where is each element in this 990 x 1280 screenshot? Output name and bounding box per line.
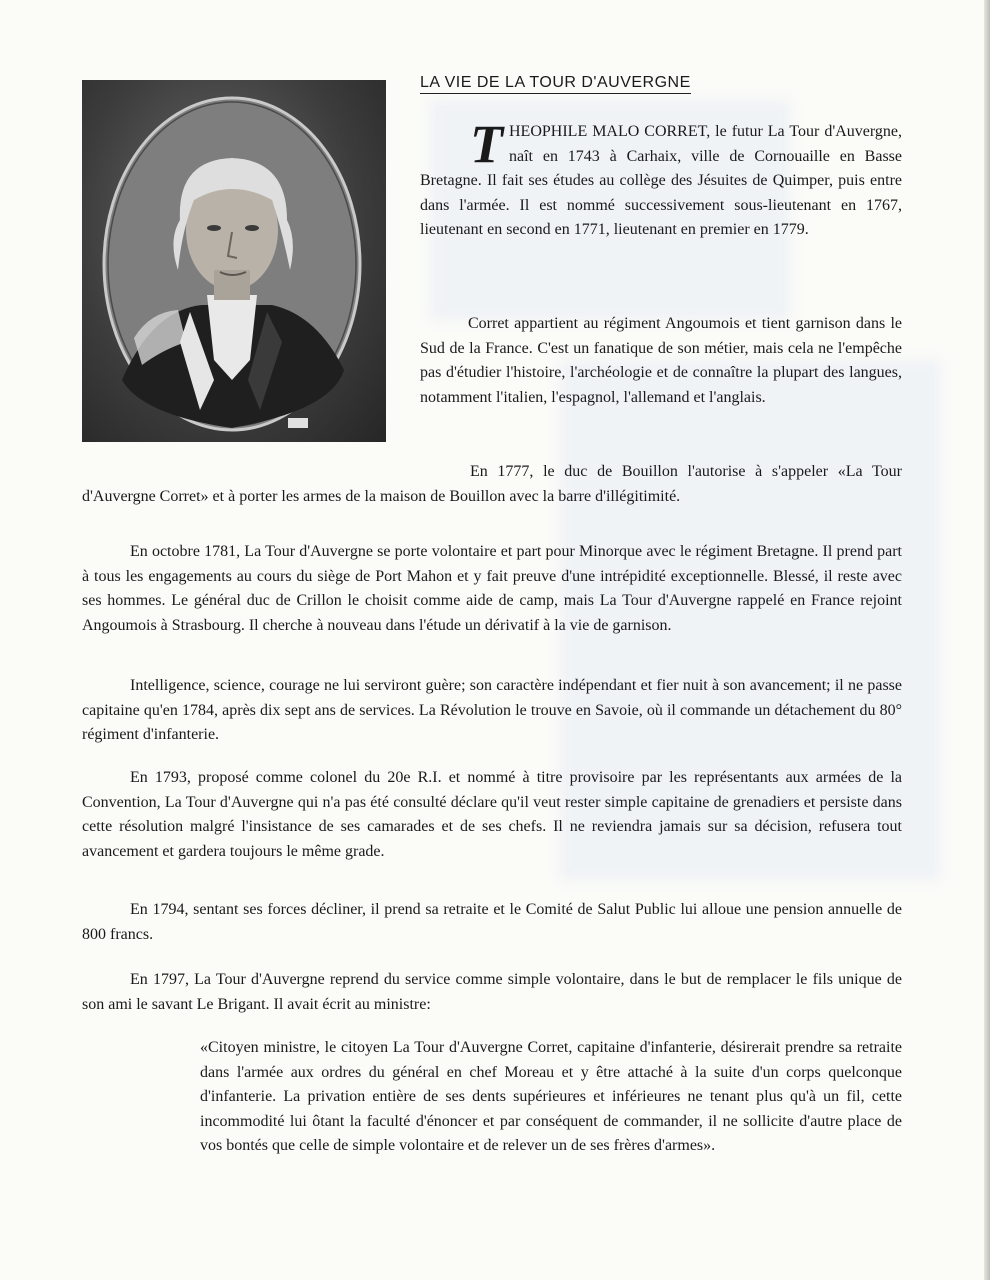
body-paragraph: En 1793, proposé comme colonel du 20e R.I. et nommé à titre provisoire par les représentants aux armées de la Convention, La Tour d'Auvergne qui n'a pas été consulté déclare qu'il veut rester simple capitaine de grenadiers et persiste dans cette résolution malgré l'insistance de ses camarades et de ses chefs. Il ne reviendra jamais sur sa décision, refusera tout avancement et gardera toujours le même grade. xyxy=(82,769,902,860)
body-paragraph: En 1797, La Tour d'Auvergne reprend du service comme simple volontaire, dans le but de remplacer le fils unique de son ami le savant Le Brigant. Il avait écrit au ministre: xyxy=(82,971,902,1013)
body-paragraph: Intelligence, science, courage ne lui serviront guère; son caractère indépendant et fier nuit à son avancement; il ne passe capitaine qu'en 1784, après dix sept ans de services. La Révolution le trouve en Savoie, où il commande un détachement du 80° régiment d'infanterie. xyxy=(82,677,902,744)
page-edge xyxy=(984,0,990,1280)
page-title: LA VIE DE LA TOUR D'AUVERGNE xyxy=(420,74,691,94)
body-paragraph: En octobre 1781, La Tour d'Auvergne se porte volontaire et part pour Minorque avec le régiment Bretagne. Il prend part à tous les engagements au cours du siège de Port Mahon et y fait preuve d'une intrépidité exceptionnelle. Blessé, il reste avec ses hommes. Le général duc de Crillon le choisit comme aide de camp, mais La Tour d'Auvergne rappelé en France rejoint Angoumois à Strasbourg. Il cherche à nouveau dans l'étude un dérivatif à la vie de garnison. xyxy=(82,543,902,634)
portrait-engraving-icon xyxy=(82,80,386,442)
body-paragraph: Corret appartient au régiment Angoumois et tient garnison dans le Sud de la France. C'est un fanatique de son métier, mais cela ne l'empêche pas d'étudier l'histoire, l'archéologie et de connaître la plupart des langues, notamment l'italien, l'espagnol, l'allemand et l'anglais. xyxy=(420,315,902,406)
intro-paragraph xyxy=(420,114,902,243)
body-paragraph: En 1777, le duc de Bouillon l'autorise à s'appeler «La Tour d'Auvergne Corret» et à porter les armes de la maison de Bouillon avec la barre d'illégitimité. xyxy=(82,463,902,505)
quoted-letter: «Citoyen ministre, le citoyen La Tour d'Auvergne Corret, capitaine d'infanterie, désirerait prendre sa retraite dans l'armée aux ordres du général en chef Moreau et y être attaché à la suite d'un corps quelconque d'infanterie. La privation entière de ses dents supérieures et inférieures ne tenant plus qu'à un fil, cette incommodité lui ôtant la faculté d'énoncer et par conséquent de commander, il ne sollicite d'autre place de vos bontés que celle de simple volontaire et de relever un de ses frères d'armes». xyxy=(200,1039,902,1155)
intro-text: HEOPHILE MALO CORRET, le futur La Tour d'Auvergne, naît en 1743 à Carhaix, ville de Cornouaille en Basse Bretagne. Il fait ses études au collège des Jésuites de Quimper, puis entre dans l'armée. Il est nommé successivement sous-lieutenant en 1767, lieutenant en second en 1771, lieutenant en premier en 1779. xyxy=(420,123,902,239)
drop-cap: T xyxy=(470,114,503,174)
body-paragraph: En 1794, sentant ses forces décliner, il prend sa retraite et le Comité de Salut Public lui alloue une pension annuelle de 800 francs. xyxy=(82,901,902,943)
